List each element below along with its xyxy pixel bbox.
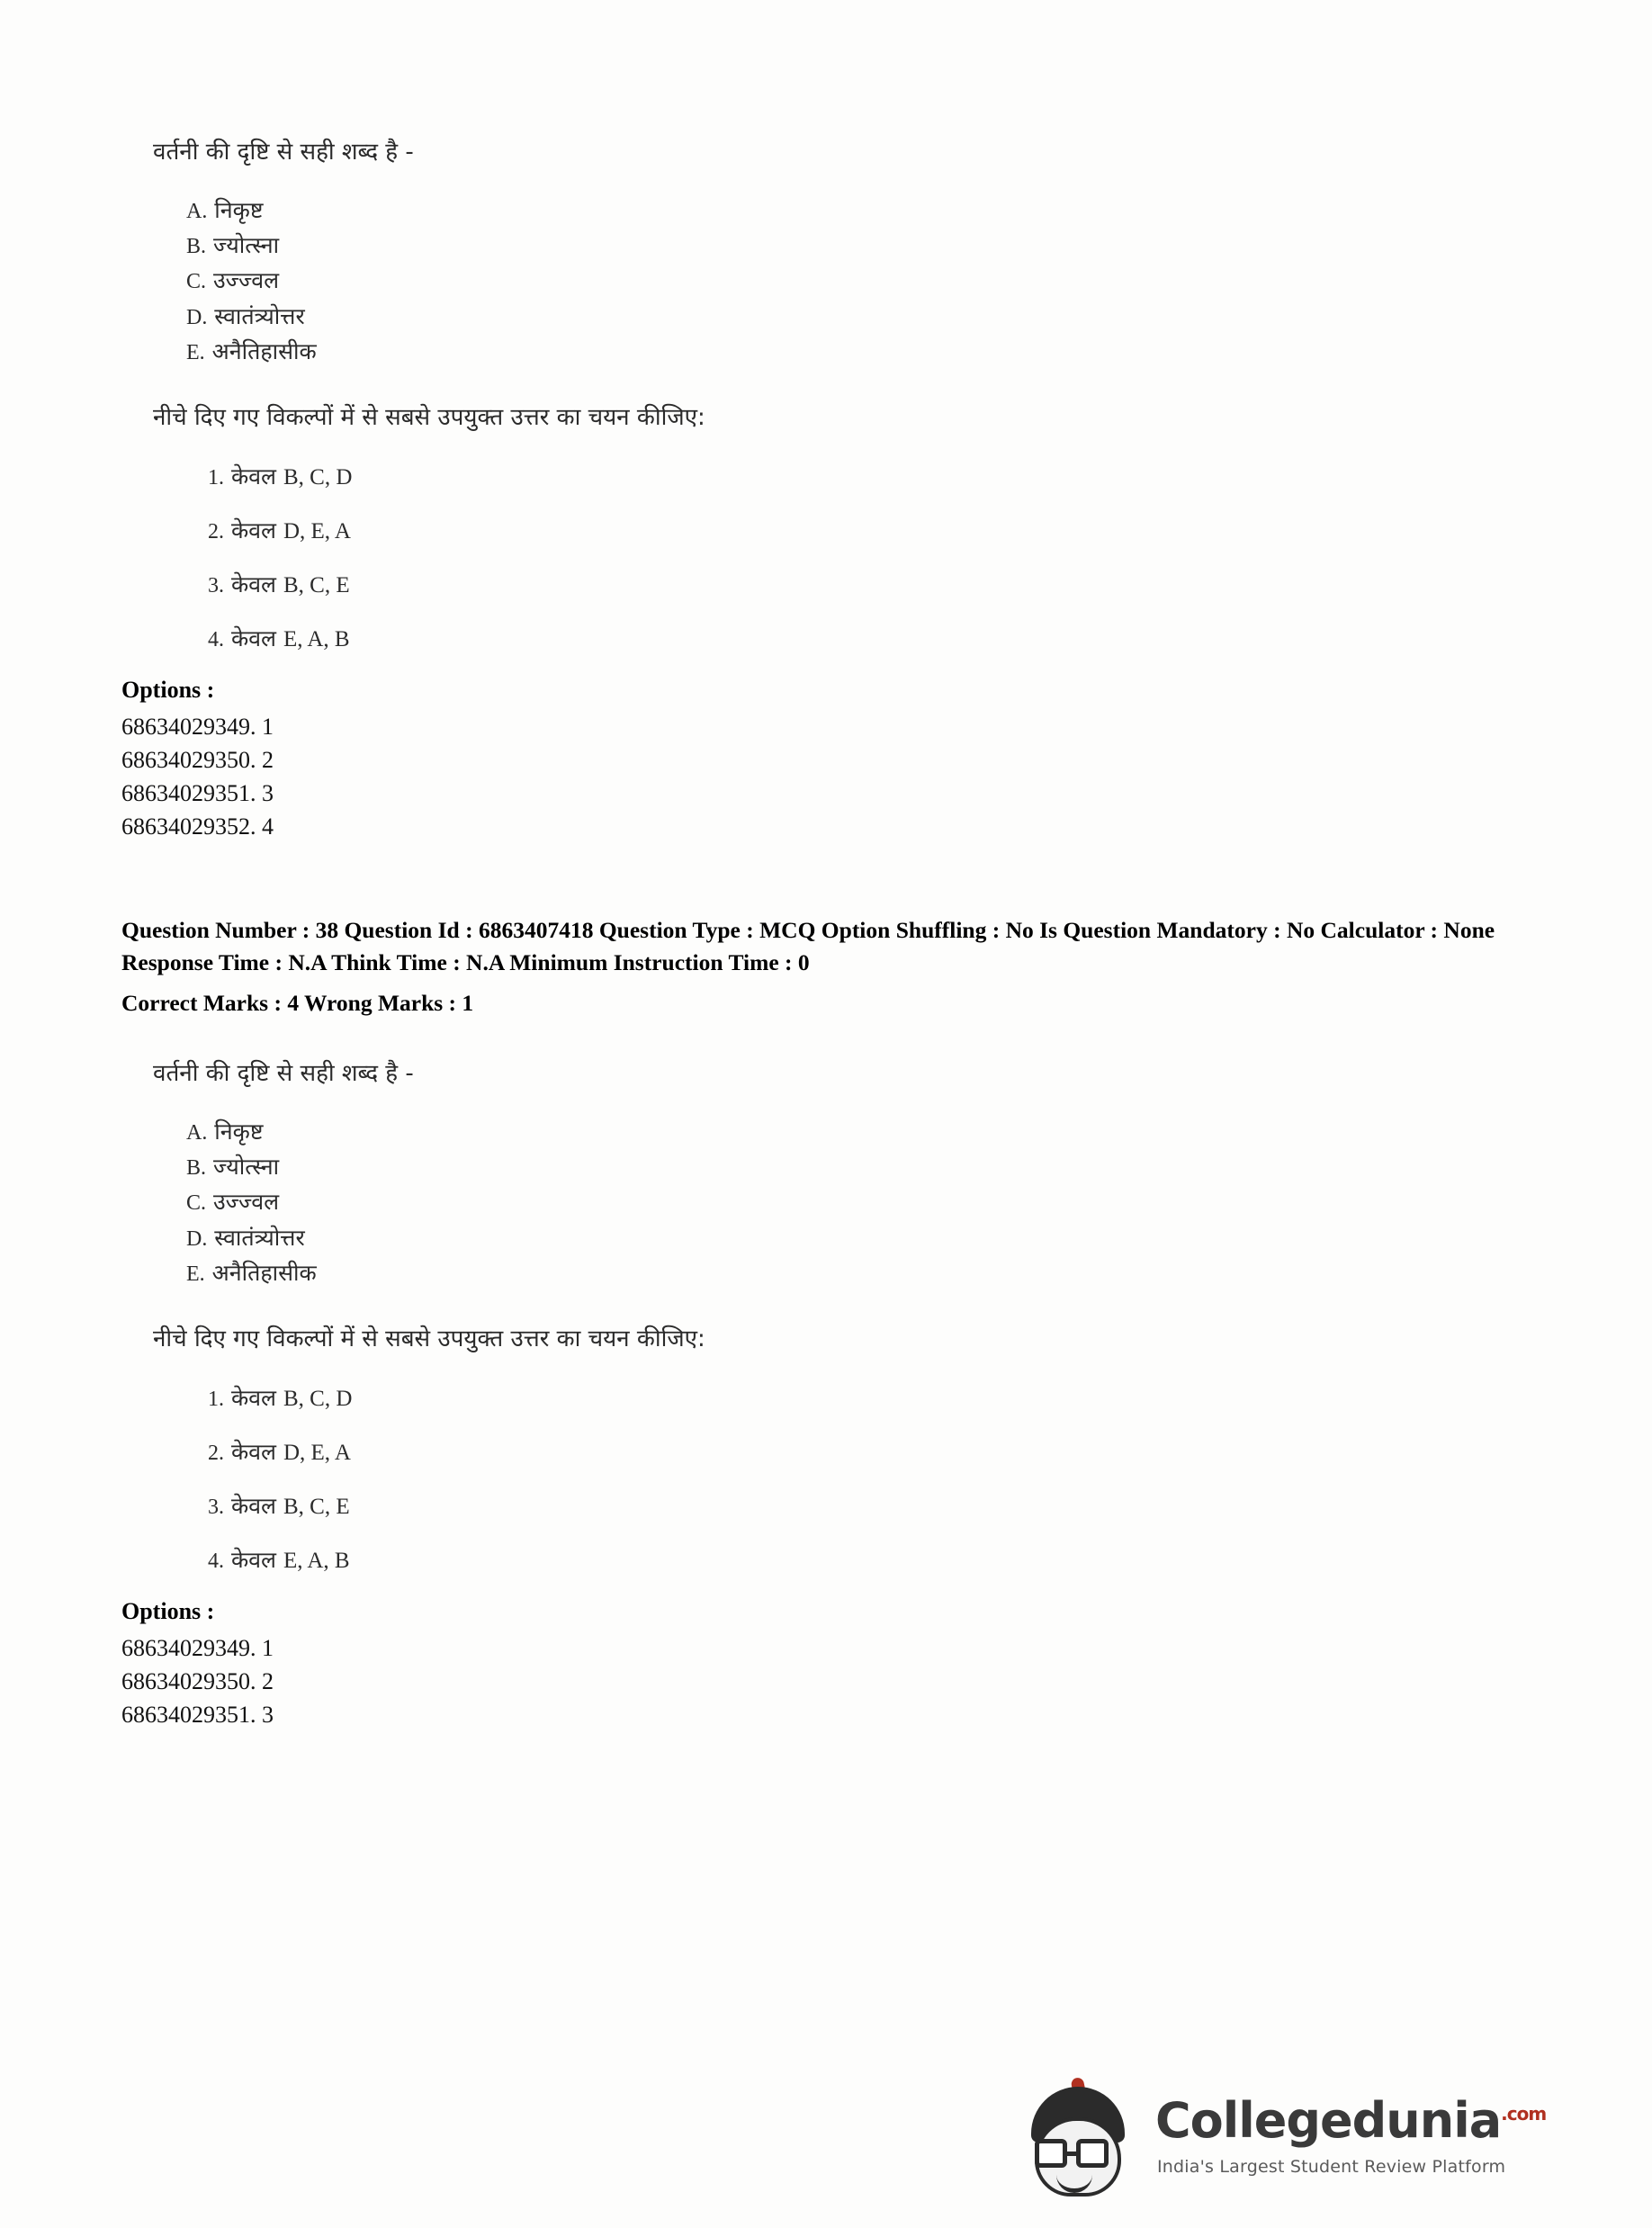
choice-letters: B, C, D [283,1386,353,1411]
option-id-line: 68634029351. 3 [121,779,274,806]
choice-text: केवल [230,1546,277,1573]
choice-text: केवल [230,463,277,490]
choice-item [208,569,1543,599]
statement-label: A. [186,1120,208,1145]
choice-text: केवल [230,517,277,544]
choice-list [121,1382,1543,1575]
choice-item [208,1544,1543,1575]
question-meta: Question Number : 38 Question Id : 6863407418 Question Type : MCQ Option Shuffling : No Is Question Mandatory : No Calculator : None Response Time : N.A Think Time : N.A Minimum Instruction Time : 0 [121,916,1495,975]
option-id-line: 68634029350. 2 [121,746,274,773]
question-stem: वर्तनी की दृष्टि से सही शब्द है - [153,1059,414,1087]
statement-label: E. [186,340,205,364]
brand-name-sup: .com [1501,2103,1547,2125]
statement-item [186,1115,1543,1150]
choice-letters: B, C, D [283,464,353,490]
choice-text: केवल [230,1438,277,1465]
statement-text: स्वातंत्र्योत्तर [214,302,305,329]
statement-item [186,264,1543,299]
choice-item [208,515,1543,545]
choice-item [208,1382,1543,1413]
statement-list [121,193,1543,370]
statement-label: D. [186,1226,208,1251]
brand-name-text: Collegedunia [1155,2092,1502,2149]
choice-text: केवल [230,570,277,597]
choice-letters: E, A, B [283,1548,350,1573]
choice-letters: B, C, E [283,572,350,597]
statement-item [186,229,1543,264]
choice-number: 1. [208,1387,224,1411]
statement-label: D. [186,305,208,329]
statement-label: C. [186,270,207,294]
choice-number: 4. [208,627,224,651]
question-stem: वर्तनी की दृष्टि से सही शब्द है - [153,139,414,166]
choice-item [208,623,1543,653]
statement-label: B. [186,235,207,259]
question-instruction: नीचे दिए गए विकल्पों में से सबसे उपयुक्त उत्तर का चयन कीजिए: [153,403,705,431]
document-content [121,135,1543,1732]
question-marks: Correct Marks : 4 Wrong Marks : 1 [121,989,474,1016]
statement-item [186,1256,1543,1291]
statement-text: ज्योत्स्ना [212,1154,280,1181]
statement-item [186,335,1543,370]
mascot-icon [1020,2087,1137,2199]
option-id-line: 68634029349. 1 [121,713,274,740]
statement-item [186,1221,1543,1256]
statement-label: E. [186,1262,205,1286]
options-heading: Options : [121,676,215,703]
statement-label: C. [186,1191,207,1216]
question-block-2 [121,914,1543,1732]
statement-label: A. [186,200,208,223]
choice-number: 3. [208,573,224,597]
option-id-line: 68634029351. 3 [121,1701,274,1728]
choice-number: 3. [208,1495,224,1519]
statement-item [186,193,1543,229]
option-id-line: 68634029349. 1 [121,1634,274,1661]
brand-tagline: India's Largest Student Review Platform [1157,2157,1506,2177]
statement-label: B. [186,1156,207,1181]
choice-text: केवल [230,624,277,651]
statement-item [186,1185,1543,1220]
statement-item [186,300,1543,335]
statement-text: स्वातंत्र्योत्तर [214,1224,305,1251]
options-heading: Options : [121,1597,215,1624]
collegedunia-watermark [1020,2080,1596,2201]
statement-text: अनैतिहासीक [211,1259,317,1286]
question-instruction: नीचे दिए गए विकल्पों में से सबसे उपयुक्त उत्तर का चयन कीजिए: [153,1325,705,1352]
choice-text: केवल [230,1492,277,1519]
choice-letters: E, A, B [283,626,350,651]
choice-item [208,1436,1543,1467]
choice-list [121,461,1543,653]
statement-list [121,1115,1543,1291]
statement-text: निकृष्ट [214,197,264,223]
choice-number: 4. [208,1549,224,1573]
option-id-line: 68634029350. 2 [121,1667,274,1694]
choice-item [208,461,1543,491]
question-block-1 [121,135,1543,844]
statement-text: उज्ज्वल [212,267,280,294]
statement-text: निकृष्ट [214,1118,264,1145]
choice-letters: D, E, A [283,518,351,544]
option-id-line: 68634029352. 4 [121,813,274,840]
choice-number: 2. [208,1441,224,1465]
statement-text: उज्ज्वल [212,1189,280,1216]
statement-text: ज्योत्स्ना [212,232,280,259]
choice-number: 2. [208,519,224,544]
choice-number: 1. [208,465,224,490]
statement-text: अनैतिहासीक [211,337,317,364]
choice-text: केवल [230,1384,277,1411]
brand-name [1155,2092,1546,2149]
choice-letters: D, E, A [283,1440,351,1465]
statement-item [186,1150,1543,1185]
choice-item [208,1490,1543,1521]
choice-letters: B, C, E [283,1494,350,1519]
